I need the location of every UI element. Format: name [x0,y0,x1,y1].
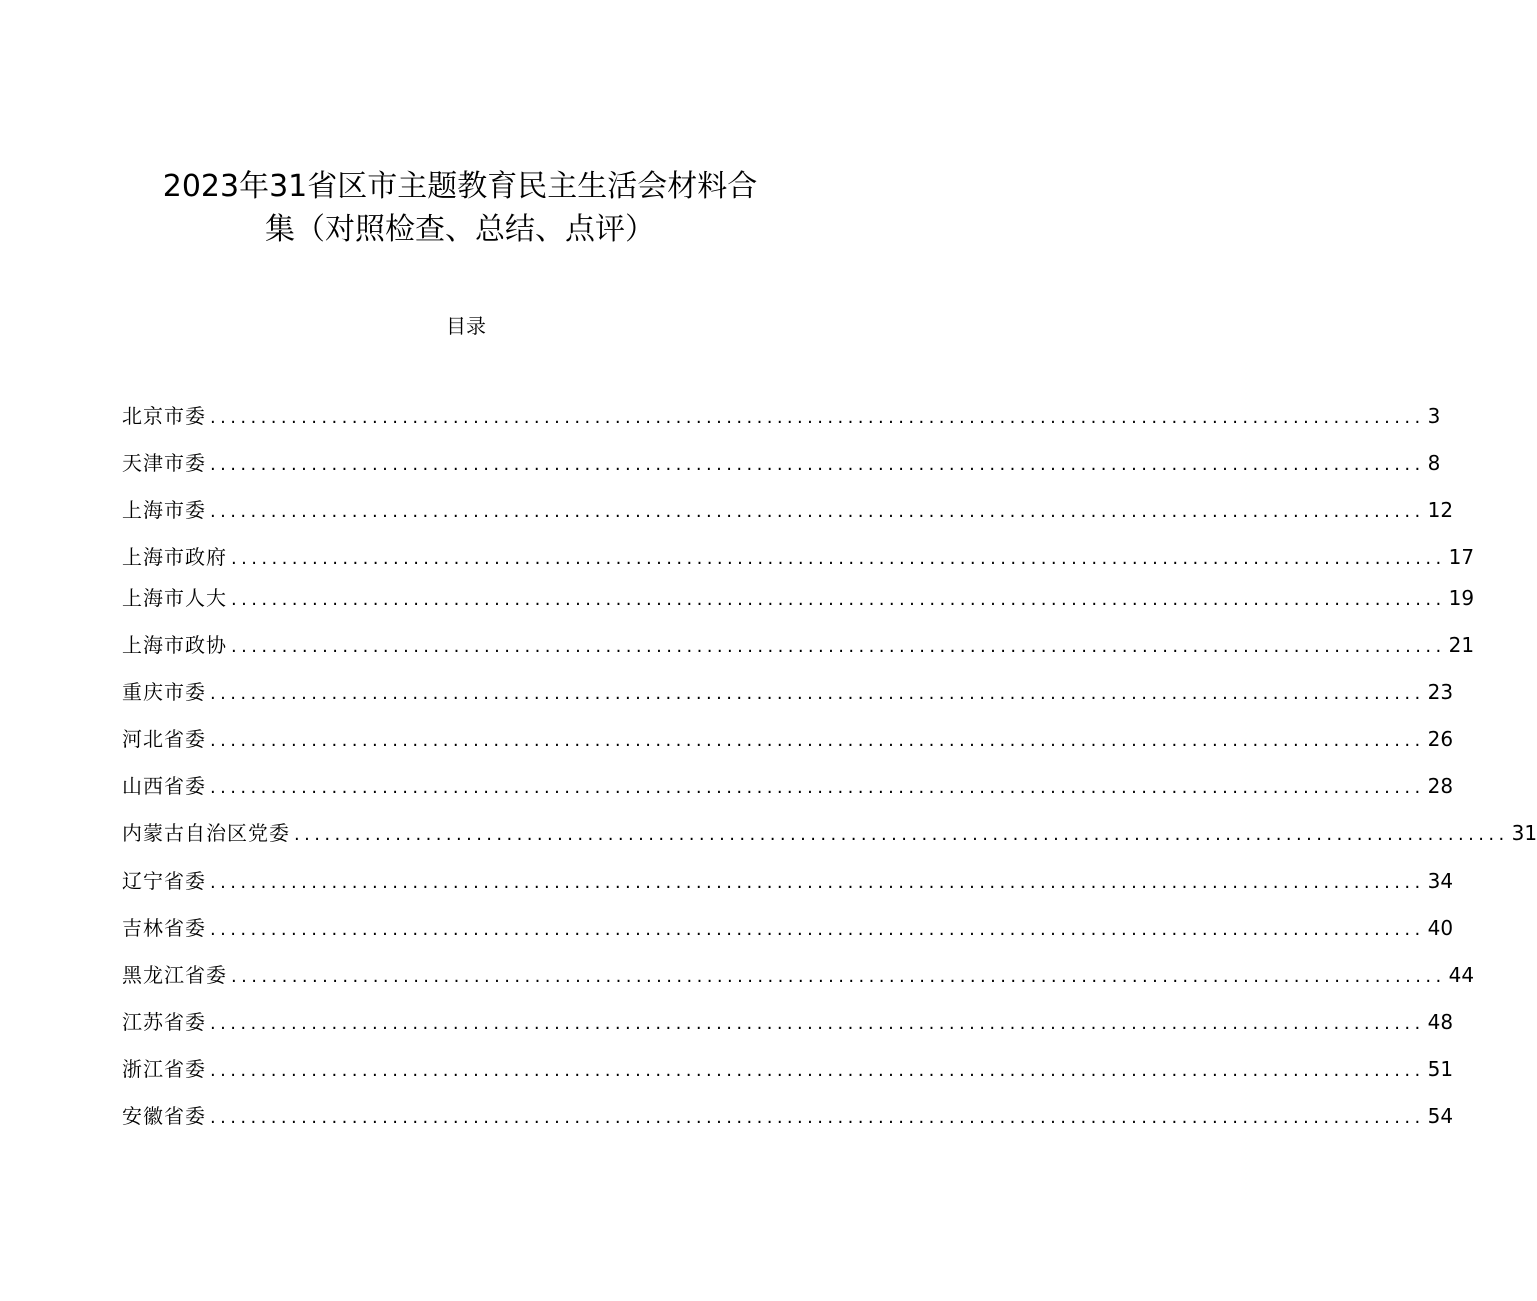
toc-entry-page-number: 34 [1427,869,1454,893]
toc-entry-page-number: 3 [1427,404,1441,428]
toc-entry-label: 北京市委 [122,404,206,428]
toc-entry-page-number: 28 [1427,774,1454,798]
toc-entry[interactable] [122,401,1441,431]
toc-entry[interactable] [122,495,1454,525]
toc-entry-label: 河北省委 [122,727,206,751]
toc-entry-page-number: 21 [1448,633,1475,657]
toc-entry-leader: ........................................................................................................................ [231,966,1446,987]
toc-entry[interactable] [122,542,1475,572]
toc-entry-page-number: 48 [1427,1010,1454,1034]
document-title-line-2: 集（对照检查、总结、点评） [265,212,655,247]
toc-entry[interactable] [122,1101,1454,1131]
toc-entry-leader: ........................................................................................................................ [294,824,1509,845]
toc-heading: 目录 [446,314,486,338]
toc-entry-label: 吉林省委 [122,916,206,940]
toc-entry-label: 浙江省委 [122,1057,206,1081]
toc-entry-page-number: 23 [1427,680,1454,704]
toc-entry-leader: ........................................................................................................................ [210,1107,1425,1128]
toc-entry-page-number: 19 [1448,586,1475,610]
toc-entry[interactable] [122,818,1537,848]
toc-entry-leader: ........................................................................................................................ [210,1013,1425,1034]
toc-entry-label: 上海市人大 [122,586,227,610]
toc-entry-leader: ........................................................................................................................ [231,589,1446,610]
toc-entry-label: 上海市委 [122,498,206,522]
toc-entry[interactable] [122,1007,1454,1037]
toc-entry-label: 内蒙古自治区党委 [122,821,290,845]
toc-entry-page-number: 8 [1427,451,1441,475]
toc-entry-page-number: 40 [1427,916,1454,940]
toc-entry-label: 江苏省委 [122,1010,206,1034]
toc-entry[interactable] [122,1054,1454,1084]
toc-entry-leader: ........................................................................................................................ [210,501,1425,522]
toc-entry-leader: ........................................................................................................................ [231,636,1446,657]
toc-entry-label: 山西省委 [122,774,206,798]
toc-entry-label: 重庆市委 [122,680,206,704]
document-title-line-1: 2023年31省区市主题教育民主生活会材料合 [162,169,758,204]
toc-entry-page-number: 12 [1427,498,1454,522]
document-title [100,165,820,251]
toc-entry-leader: ........................................................................................................................ [210,730,1425,751]
toc-entry-label: 安徽省委 [122,1104,206,1128]
toc-entry[interactable] [122,771,1454,801]
toc-entry-label: 天津市委 [122,451,206,475]
toc-entry[interactable] [122,448,1441,478]
toc-entry-page-number: 26 [1427,727,1454,751]
toc-entry-leader: ........................................................................................................................ [210,919,1425,940]
toc-entry[interactable] [122,677,1454,707]
toc-entry-leader: ........................................................................................................................ [210,1060,1425,1081]
toc-entry-label: 辽宁省委 [122,869,206,893]
toc-entry-label: 上海市政府 [122,545,227,569]
toc-entry-page-number: 31 [1511,821,1537,845]
toc-entry[interactable] [122,630,1475,660]
toc-entry-leader: ........................................................................................................................ [210,777,1425,798]
toc-entry[interactable] [122,866,1454,896]
toc-entry-leader: ........................................................................................................................ [210,454,1425,475]
toc-entry-page-number: 54 [1427,1104,1454,1128]
toc-entry[interactable] [122,960,1475,990]
toc-entry[interactable] [122,724,1454,754]
toc-entry[interactable] [122,583,1475,613]
toc-entry-leader: ........................................................................................................................ [210,683,1425,704]
toc-entry-page-number: 17 [1448,545,1475,569]
toc-entry-label: 上海市政协 [122,633,227,657]
toc-entry-leader: ........................................................................................................................ [210,872,1425,893]
toc-entry[interactable] [122,913,1454,943]
toc-entry-label: 黑龙江省委 [122,963,227,987]
toc-entry-page-number: 44 [1448,963,1475,987]
toc-entry-page-number: 51 [1427,1057,1454,1081]
toc-entry-leader: ........................................................................................................................ [210,407,1425,428]
toc-entry-leader: ........................................................................................................................ [231,548,1446,569]
